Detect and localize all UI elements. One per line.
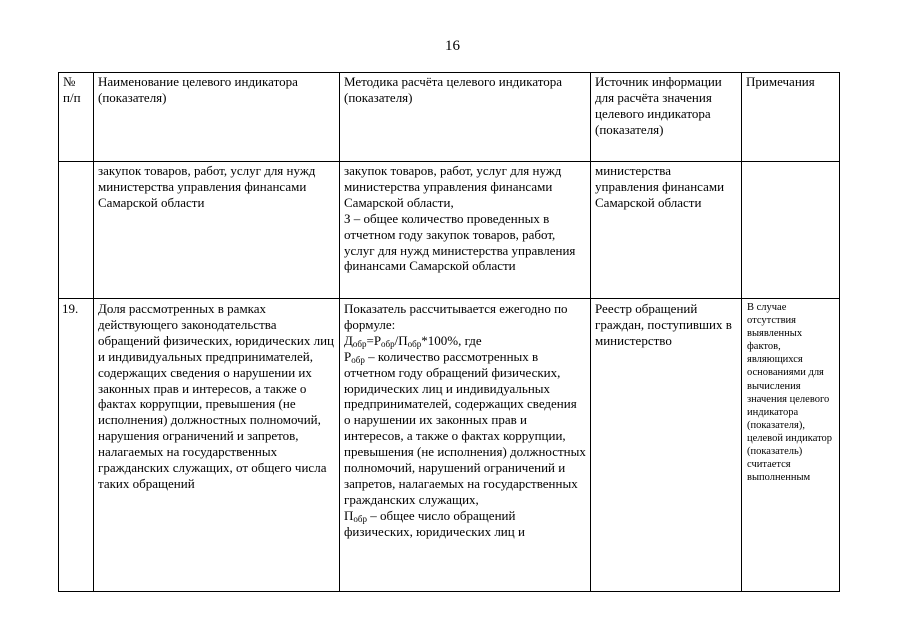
table-row bbox=[59, 299, 840, 592]
row-19-source: Реестр обращений граждан, поступивших в министерство bbox=[591, 299, 742, 592]
method-intro: Показатель рассчитывается ежегодно по формуле: bbox=[344, 301, 568, 332]
method-p-definition: $П_{обр}$ – общее число обращений физических, юридических лиц и bbox=[344, 507, 525, 539]
row-continued-num bbox=[59, 162, 94, 299]
page-number: 16 bbox=[445, 38, 460, 54]
row-continued-source: министерства управления финансами Самарской области bbox=[591, 162, 742, 299]
method-formula: $Д_{обр}=Р_{обр}/П_{обр}*100\%$, где bbox=[344, 332, 482, 349]
row-continued-name: закупок товаров, работ, услуг для нужд министерства управления финансами Самарской области bbox=[94, 162, 340, 299]
row-19-notes: В случае отсутствия выявленных фактов, являющихся основаниями для вычисления значения целевого индикатора (показателя), целевой индикатор (показатель) считается выполненным bbox=[742, 299, 840, 592]
row-continued-notes bbox=[742, 162, 840, 299]
method-r-definition: $Р_{обр}$ – количество рассмотренных в отчетном году обращений физических, юридических лиц и индивидуальных предпринимателей, содержащих сведения о нарушении их законных прав и интересов, а также о фактах коррупции, превышения (не исполнения) должностных полномочий, нарушений ограничений и запретов, налагаемых на государственных гражданских служащих, bbox=[344, 348, 586, 507]
header-notes: Примечания bbox=[742, 73, 840, 162]
header-method: Методика расчёта целевого индикатора (показателя) bbox=[340, 73, 591, 162]
table-header-row bbox=[59, 73, 840, 162]
row-19-method bbox=[340, 299, 591, 592]
row-19-name: Доля рассмотренных в рамках действующего законодательства обращений физических, юридических лиц и индивидуальных предпринимателей, содержащих сведения о нарушении их законных прав и интересов, а также о фактах коррупции, превышения (не исполнения) должностных полномочий, нарушения ограничений и запретов, налагаемых на государственных гражданских служащих, от общего числа таких обращений bbox=[94, 299, 340, 592]
row-continued-method: закупок товаров, работ, услуг для нужд министерства управления финансами Самарской области, З – общее количество проведенных в отчетном году закупок товаров, работ, услуг для нужд министерства управления финансами Самарской области bbox=[340, 162, 591, 299]
row-19-num: 19. bbox=[59, 299, 94, 592]
header-source: Источник информации для расчёта значения целевого индикатора (показателя) bbox=[591, 73, 742, 162]
indicators-table bbox=[58, 72, 840, 592]
header-name: Наименование целевого индикатора (показателя) bbox=[94, 73, 340, 162]
header-num: № п/п bbox=[59, 73, 94, 162]
table-row bbox=[59, 162, 840, 299]
